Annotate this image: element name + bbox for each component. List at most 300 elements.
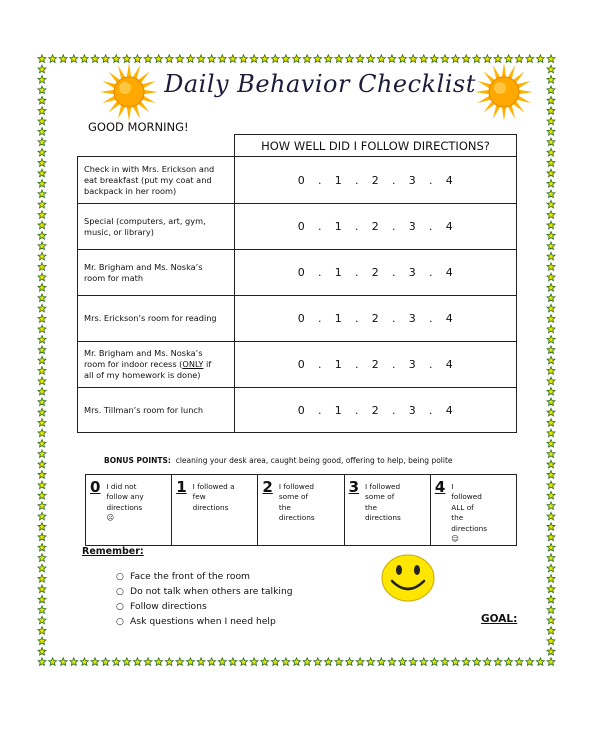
- level-number: 0: [90, 478, 101, 496]
- border-star-icon: [547, 55, 555, 63]
- scale-value[interactable]: 2: [371, 266, 380, 279]
- border-star-icon: [547, 252, 555, 260]
- rating-scale[interactable]: [235, 296, 517, 342]
- task-line: eat breakfast (put my coat and: [84, 174, 212, 185]
- level-line: follow any: [106, 492, 144, 502]
- level-description: [106, 479, 143, 545]
- reminder-text: Follow directions: [130, 601, 207, 612]
- goal-label: GOAL:: [481, 613, 518, 625]
- border-star-icon: [282, 55, 290, 63]
- border-star-icon: [176, 55, 184, 63]
- scale-value[interactable]: 0: [297, 173, 306, 187]
- border-star-icon: [208, 55, 216, 63]
- border-star-icon: [38, 450, 46, 458]
- border-star-icon: [38, 138, 46, 146]
- task-label: [78, 157, 235, 204]
- border-star-icon: [547, 221, 555, 229]
- border-star-icon: [38, 585, 46, 593]
- border-star-icon: [399, 55, 407, 63]
- border-star-icon: [38, 543, 46, 551]
- border-star-icon: [356, 55, 364, 63]
- level-line: directions: [278, 513, 315, 523]
- border-star-icon: [547, 554, 555, 562]
- border-star-icon: [208, 658, 216, 666]
- task-label: [78, 204, 235, 250]
- scale-value[interactable]: 3: [408, 312, 417, 325]
- border-star-icon: [547, 450, 555, 458]
- level-description: [451, 479, 487, 545]
- border-star-icon: [38, 86, 46, 94]
- border-star-icon: [547, 107, 555, 115]
- border-star-icon: [388, 55, 396, 63]
- border-star-icon: [38, 76, 46, 84]
- border-star-icon: [420, 658, 428, 666]
- level-line: ☹: [106, 513, 115, 523]
- scale-value[interactable]: 2: [371, 403, 380, 417]
- level-line: I did not: [106, 482, 137, 491]
- border-star-icon: [494, 658, 502, 666]
- border-star-icon: [38, 637, 46, 645]
- border-star-icon: [38, 377, 46, 385]
- border-star-icon: [38, 575, 46, 583]
- border-star-icon: [314, 658, 322, 666]
- border-star-icon: [547, 159, 555, 167]
- border-star-icon: [38, 284, 46, 292]
- border-star-icon: [547, 76, 555, 84]
- border-star-icon: [547, 117, 555, 125]
- border-star-icon: [547, 377, 555, 385]
- border-star-icon: [38, 128, 46, 136]
- border-star-icon: [346, 658, 354, 666]
- border-star-icon: [229, 55, 237, 63]
- border-star-icon: [547, 419, 555, 427]
- level-line: ☺: [451, 534, 459, 544]
- border-star-icon: [70, 658, 78, 666]
- level-line: directions: [192, 502, 229, 512]
- scale-value[interactable]: 3: [408, 358, 417, 371]
- border-star-icon: [547, 356, 555, 364]
- level-line: the: [278, 502, 291, 512]
- border-star-icon: [144, 658, 152, 666]
- task-line: music, or library): [84, 226, 154, 237]
- border-star-icon: [38, 242, 46, 250]
- level-line: some of: [278, 492, 309, 502]
- border-star-icon: [399, 658, 407, 666]
- border-star-icon: [38, 502, 46, 510]
- border-star-icon: [38, 148, 46, 156]
- border-star-icon: [38, 65, 46, 73]
- reminder-item: [116, 599, 293, 614]
- bonus-points: [104, 456, 453, 465]
- level-line: some of: [365, 492, 395, 502]
- circle-bullet-icon: ○: [116, 602, 124, 612]
- sun-ray: [518, 90, 533, 95]
- border-star-icon: [314, 55, 322, 63]
- border-star-icon: [112, 658, 120, 666]
- border-star-icon: [547, 200, 555, 208]
- scale-separator: .: [429, 220, 433, 233]
- scale-separator: .: [429, 173, 433, 187]
- border-star-icon: [38, 471, 46, 479]
- scale-value[interactable]: 0: [297, 220, 306, 233]
- task-row: [78, 157, 517, 204]
- border-star-icon: [282, 658, 290, 666]
- level-line: I followed a: [192, 482, 235, 491]
- border-star-icon: [38, 460, 46, 468]
- border-star-icon: [303, 55, 311, 63]
- scale-value[interactable]: 1: [334, 403, 343, 417]
- rating-scale[interactable]: [235, 157, 517, 204]
- scale-separator: .: [429, 312, 433, 325]
- scale-value[interactable]: 2: [371, 358, 380, 371]
- level-line: directions: [451, 523, 488, 533]
- scale-separator: .: [318, 220, 322, 233]
- border-star-icon: [38, 263, 46, 271]
- border-star-icon: [335, 658, 343, 666]
- border-star-icon: [367, 658, 375, 666]
- scale-value[interactable]: 1: [334, 312, 343, 325]
- level-number: 3: [348, 478, 360, 496]
- reminder-item: [116, 569, 293, 584]
- task-line: room for indoor recess (ONLY if: [84, 359, 212, 369]
- border-star-icon: [38, 200, 46, 208]
- border-star-icon: [38, 169, 46, 177]
- border-star-icon: [38, 554, 46, 562]
- task-line: backpack in her room): [84, 185, 177, 196]
- border-star-icon: [409, 658, 417, 666]
- border-star-icon: [547, 575, 555, 583]
- scale-separator: .: [318, 312, 322, 325]
- scale-separator: .: [355, 358, 359, 371]
- level-line: I followed: [365, 482, 401, 491]
- scale-separator: .: [429, 266, 433, 279]
- level-line: followed: [451, 492, 482, 502]
- border-star-icon: [271, 55, 279, 63]
- border-star-icon: [102, 658, 110, 666]
- border-star-icon: [547, 128, 555, 136]
- border-star-icon: [49, 658, 57, 666]
- border-star-icon: [38, 481, 46, 489]
- border-star-icon: [271, 658, 279, 666]
- border-star-icon: [38, 606, 46, 614]
- border-star-icon: [547, 523, 555, 531]
- scale-separator: .: [355, 312, 359, 325]
- border-star-icon: [218, 658, 226, 666]
- border-star-icon: [59, 658, 67, 666]
- question-header: HOW WELL DID I FOLLOW DIRECTIONS?: [235, 135, 517, 157]
- border-star-icon: [547, 564, 555, 572]
- border-star-icon: [38, 647, 46, 655]
- border-star-icon: [324, 55, 332, 63]
- border-star-icon: [547, 543, 555, 551]
- border-star-icon: [547, 533, 555, 541]
- border-star-icon: [547, 242, 555, 250]
- border-star-icon: [547, 595, 555, 603]
- level-description: [279, 479, 315, 545]
- scale-separator: .: [392, 173, 396, 187]
- border-star-icon: [38, 315, 46, 323]
- scale-value[interactable]: 4: [445, 266, 454, 279]
- border-star-icon: [38, 491, 46, 499]
- border-star-icon: [547, 96, 555, 104]
- border-star-icon: [38, 408, 46, 416]
- task-row: [78, 388, 517, 433]
- border-star-icon: [70, 55, 78, 63]
- rating-level: [344, 475, 430, 545]
- border-star-icon: [38, 429, 46, 437]
- border-star-icon: [547, 325, 555, 333]
- behavior-table: [77, 134, 517, 433]
- border-star-icon: [49, 55, 57, 63]
- greeting: GOOD MORNING!: [88, 120, 189, 134]
- scale-value[interactable]: 1: [334, 220, 343, 233]
- scale-value[interactable]: 4: [445, 312, 454, 325]
- border-star-icon: [452, 658, 460, 666]
- rating-scale[interactable]: [235, 342, 517, 388]
- scale-separator: .: [355, 173, 359, 187]
- border-star-icon: [38, 523, 46, 531]
- border-star-icon: [547, 491, 555, 499]
- border-star-icon: [377, 55, 385, 63]
- scale-value[interactable]: 1: [334, 266, 343, 279]
- scale-value[interactable]: 4: [445, 358, 454, 371]
- scale-value[interactable]: 4: [445, 173, 454, 187]
- scale-value[interactable]: 4: [445, 403, 454, 417]
- sun-ray: [502, 106, 507, 121]
- border-star-icon: [38, 190, 46, 198]
- scale-value[interactable]: 4: [445, 220, 454, 233]
- border-star-icon: [430, 55, 438, 63]
- border-star-icon: [547, 647, 555, 655]
- border-star-icon: [547, 585, 555, 593]
- border-star-icon: [218, 55, 226, 63]
- border-star-icon: [441, 658, 449, 666]
- border-star-icon: [38, 387, 46, 395]
- scale-separator: .: [318, 266, 322, 279]
- border-star-icon: [547, 627, 555, 635]
- level-description: [365, 479, 401, 545]
- border-star-icon: [38, 159, 46, 167]
- scale-value[interactable]: 1: [334, 358, 343, 371]
- border-star-icon: [261, 658, 269, 666]
- border-star-icon: [38, 356, 46, 364]
- smiley-face-icon: [379, 553, 437, 603]
- border-star-icon: [452, 55, 460, 63]
- border-star-icon: [239, 55, 247, 63]
- border-star-icon: [38, 252, 46, 260]
- border-star-icon: [38, 627, 46, 635]
- border-star-icon: [547, 367, 555, 375]
- border-star-icon: [38, 533, 46, 541]
- border-star-icon: [38, 346, 46, 354]
- border-star-icon: [324, 658, 332, 666]
- border-star-icon: [293, 55, 301, 63]
- border-star-icon: [547, 429, 555, 437]
- border-star-icon: [547, 190, 555, 198]
- border-star-icon: [38, 180, 46, 188]
- border-star-icon: [547, 460, 555, 468]
- reminder-item: [116, 614, 293, 629]
- level-line: directions: [106, 502, 143, 512]
- border-star-icon: [250, 658, 258, 666]
- border-star-icon: [38, 55, 46, 63]
- task-label: [78, 250, 235, 296]
- border-star-icon: [367, 55, 375, 63]
- border-star-icon: [547, 606, 555, 614]
- sun-ray: [127, 63, 132, 78]
- page-title: Daily Behavior Checklist: [164, 70, 476, 98]
- reminder-item: [116, 584, 293, 599]
- border-star-icon: [80, 55, 88, 63]
- border-star-icon: [155, 658, 163, 666]
- border-star-icon: [547, 211, 555, 219]
- border-star-icon: [38, 658, 46, 666]
- border-star-icon: [335, 55, 343, 63]
- scale-value[interactable]: 3: [408, 220, 417, 233]
- task-line: Check in with Mrs. Erickson and: [84, 163, 215, 174]
- border-star-icon: [229, 658, 237, 666]
- task-row: [78, 342, 517, 388]
- border-star-icon: [38, 117, 46, 125]
- reminder-list: [116, 569, 293, 629]
- sun-ray: [502, 63, 507, 78]
- border-star-icon: [547, 387, 555, 395]
- border-star-icon: [430, 658, 438, 666]
- level-number: 1: [176, 478, 187, 496]
- border-star-icon: [38, 595, 46, 603]
- task-line: room for math: [84, 272, 144, 283]
- rating-scale[interactable]: [235, 388, 517, 433]
- scale-value[interactable]: 1: [334, 173, 343, 187]
- border-star-icon: [38, 211, 46, 219]
- border-star-icon: [38, 232, 46, 240]
- border-star-icon: [547, 439, 555, 447]
- circle-bullet-icon: ○: [116, 572, 124, 582]
- border-star-icon: [38, 96, 46, 104]
- border-star-icon: [473, 658, 481, 666]
- border-star-icon: [547, 315, 555, 323]
- rating-level: [86, 475, 171, 545]
- rating-levels: [85, 474, 517, 546]
- scale-value[interactable]: 2: [371, 312, 380, 325]
- level-line: I: [451, 482, 454, 491]
- level-number: 2: [262, 478, 273, 496]
- border-star-icon: [547, 138, 555, 146]
- level-line: the: [451, 513, 464, 523]
- border-star-icon: [38, 398, 46, 406]
- border-star-icon: [547, 481, 555, 489]
- circle-bullet-icon: ○: [116, 617, 124, 627]
- border-star-icon: [91, 658, 99, 666]
- border-star-icon: [462, 55, 470, 63]
- border-star-icon: [547, 169, 555, 177]
- border-star-icon: [547, 346, 555, 354]
- border-star-icon: [547, 336, 555, 344]
- border-star-icon: [547, 86, 555, 94]
- border-star-icon: [547, 65, 555, 73]
- task-line: Mrs. Tillman’s room for lunch: [84, 404, 204, 415]
- task-row: [78, 250, 517, 296]
- reminder-text: Face the front of the room: [130, 571, 251, 582]
- border-star-icon: [38, 367, 46, 375]
- task-label: [78, 296, 235, 342]
- task-line: Mr. Brigham and Ms. Noska’s: [84, 261, 203, 272]
- task-line: Mrs. Erickson’s room for reading: [84, 313, 217, 323]
- task-row: [78, 296, 517, 342]
- border-star-icon: [505, 658, 513, 666]
- scale-value[interactable]: 2: [371, 220, 380, 233]
- scale-value[interactable]: 0: [297, 358, 306, 371]
- scale-value[interactable]: 0: [297, 312, 306, 325]
- border-star-icon: [547, 637, 555, 645]
- level-line: I followed: [278, 482, 314, 491]
- border-star-icon: [483, 658, 491, 666]
- sun-ray: [143, 90, 158, 95]
- border-star-icon: [346, 55, 354, 63]
- border-star-icon: [186, 55, 194, 63]
- border-star-icon: [176, 658, 184, 666]
- scale-separator: .: [429, 403, 433, 417]
- right-sun-icon: [473, 61, 535, 123]
- scale-value[interactable]: 3: [408, 403, 417, 417]
- scale-value[interactable]: 0: [297, 266, 306, 279]
- reminder-text: Ask questions when I need help: [130, 616, 276, 627]
- rating-level: [257, 475, 343, 545]
- border-star-icon: [547, 398, 555, 406]
- border-star-icon: [547, 294, 555, 302]
- scale-separator: .: [392, 220, 396, 233]
- border-star-icon: [165, 55, 173, 63]
- border-star-icon: [59, 55, 67, 63]
- scale-value[interactable]: 3: [408, 266, 417, 279]
- level-line: directions: [365, 513, 401, 523]
- table-corner: [78, 135, 235, 157]
- scale-separator: .: [392, 403, 396, 417]
- border-star-icon: [547, 273, 555, 281]
- scale-separator: .: [355, 220, 359, 233]
- border-star-icon: [197, 55, 205, 63]
- border-star-icon: [38, 221, 46, 229]
- task-line: Special (computers, art, gym,: [84, 215, 206, 226]
- rating-scale[interactable]: [235, 250, 517, 296]
- border-star-icon: [197, 658, 205, 666]
- border-star-icon: [547, 148, 555, 156]
- rating-scale[interactable]: [235, 204, 517, 250]
- border-star-icon: [356, 658, 364, 666]
- border-star-icon: [123, 658, 131, 666]
- rating-level: [171, 475, 257, 545]
- border-star-icon: [420, 55, 428, 63]
- scale-value[interactable]: 3: [408, 173, 417, 187]
- scale-separator: .: [355, 266, 359, 279]
- border-star-icon: [441, 55, 449, 63]
- border-star-icon: [547, 512, 555, 520]
- border-star-icon: [165, 658, 173, 666]
- border-star-icon: [38, 325, 46, 333]
- scale-value[interactable]: 2: [371, 173, 380, 187]
- scale-value[interactable]: 0: [297, 403, 306, 417]
- level-line: the: [365, 502, 378, 512]
- border-star-icon: [80, 658, 88, 666]
- sun-ray: [127, 106, 132, 121]
- border-star-icon: [38, 512, 46, 520]
- border-star-icon: [38, 564, 46, 572]
- border-star-icon: [547, 180, 555, 188]
- remember-label: Remember:: [82, 546, 144, 557]
- border-star-icon: [515, 658, 523, 666]
- border-star-icon: [547, 304, 555, 312]
- border-star-icon: [547, 471, 555, 479]
